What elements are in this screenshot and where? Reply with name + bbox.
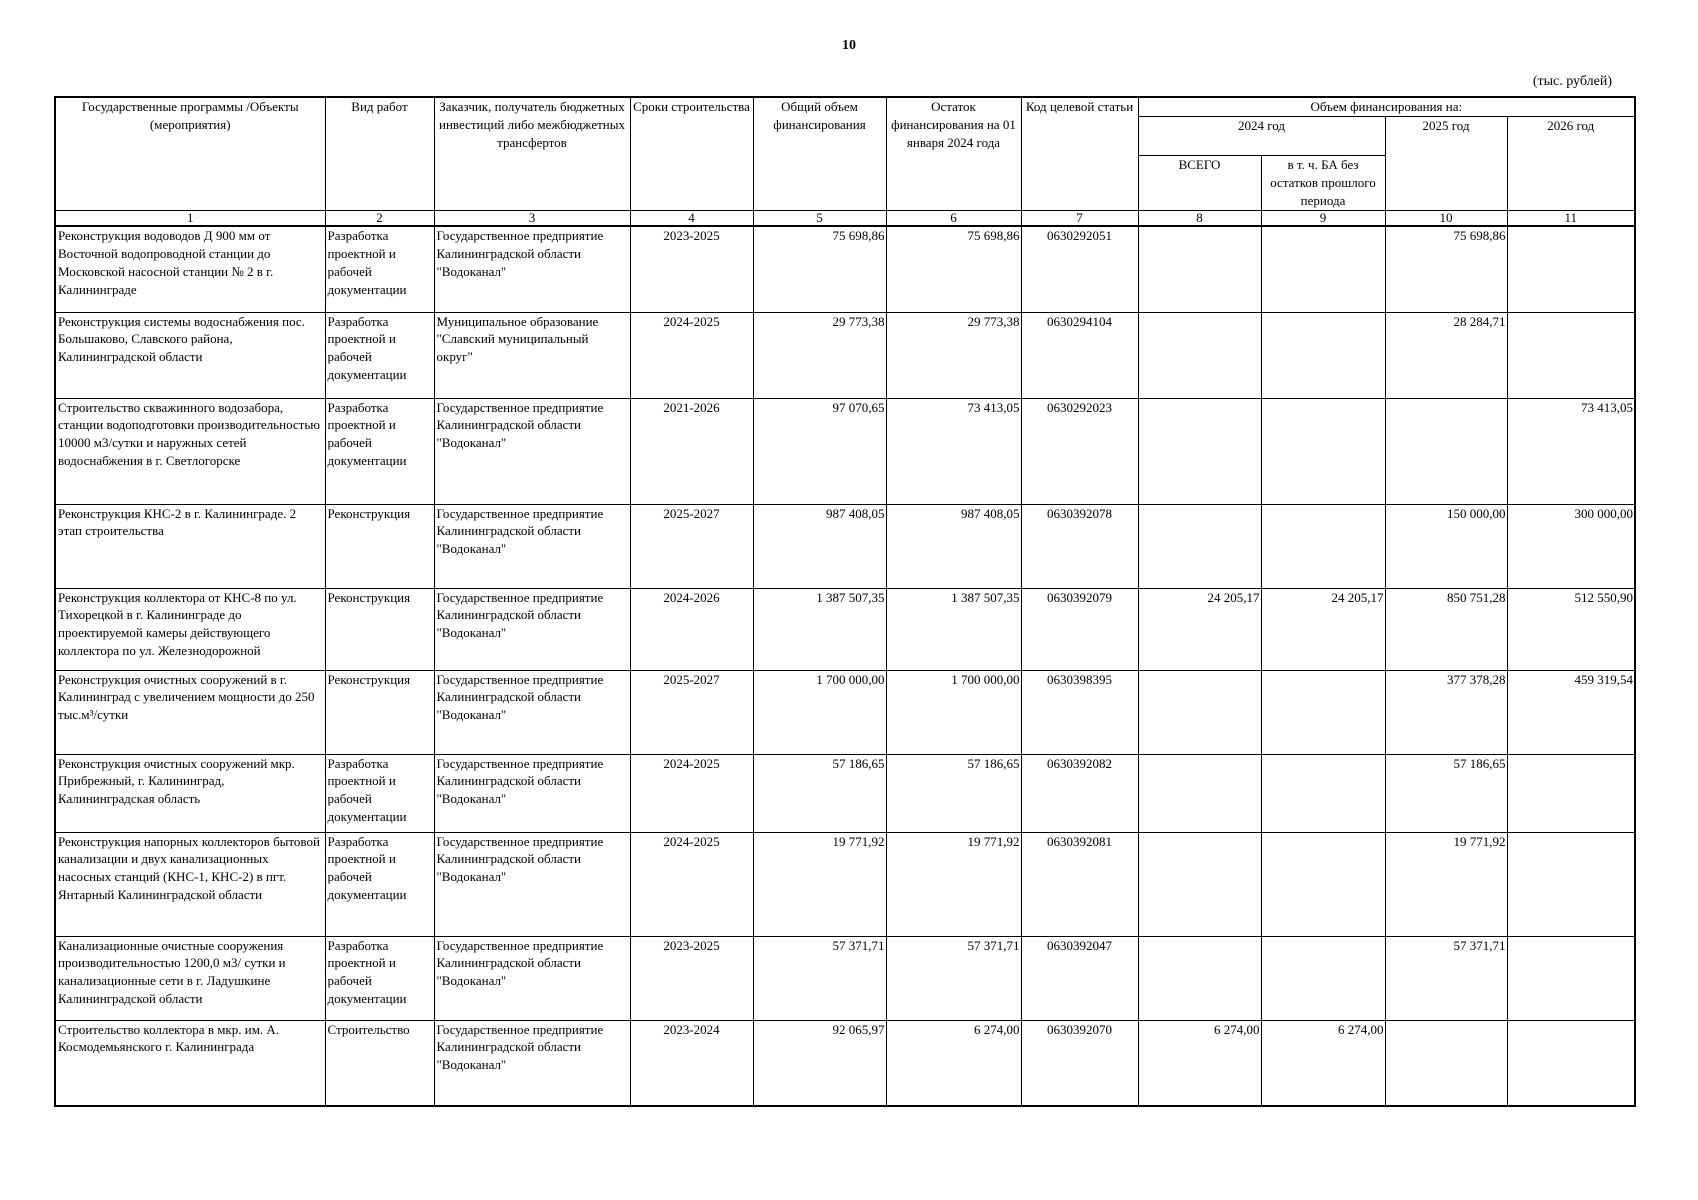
col-number: 3 — [434, 211, 630, 227]
customer: Государственное предприятие Калининградской области "Водоканал" — [434, 670, 630, 754]
table-body — [55, 226, 1635, 1106]
customer: Государственное предприятие Калининградской области "Водоканал" — [434, 398, 630, 504]
target-code: 0630392070 — [1021, 1020, 1138, 1106]
customer: Государственное предприятие Калининградской области "Водоканал" — [434, 936, 630, 1020]
col-number: 7 — [1021, 211, 1138, 227]
financing-2024-ba — [1261, 936, 1385, 1020]
total-financing: 97 070,65 — [753, 398, 886, 504]
financing-2026: 300 000,00 — [1507, 504, 1635, 588]
header-year-2026: 2026 год — [1507, 117, 1635, 211]
object-name: Строительство коллектора в мкр. им. А. Космодемьянского г. Калининграда — [55, 1020, 325, 1106]
col-number: 8 — [1138, 211, 1261, 227]
work-type: Разработка проектной и рабочей документации — [325, 398, 434, 504]
period: 2021-2026 — [630, 398, 753, 504]
financing-2024-total — [1138, 832, 1261, 936]
header-period: Сроки строительства — [630, 97, 753, 211]
header-2024-total: ВСЕГО — [1138, 156, 1261, 211]
financing-2024-ba — [1261, 312, 1385, 398]
financing-2026 — [1507, 936, 1635, 1020]
remaining-financing: 57 371,71 — [886, 936, 1021, 1020]
remaining-financing: 57 186,65 — [886, 754, 1021, 832]
remaining-financing: 19 771,92 — [886, 832, 1021, 936]
units-label: (тыс. рублей) — [1532, 74, 1612, 89]
table-row — [55, 754, 1635, 832]
financing-2025: 377 378,28 — [1385, 670, 1507, 754]
period: 2024-2025 — [630, 832, 753, 936]
period: 2024-2025 — [630, 312, 753, 398]
period: 2025-2027 — [630, 670, 753, 754]
financing-2026: 459 319,54 — [1507, 670, 1635, 754]
work-type: Реконструкция — [325, 670, 434, 754]
table-row — [55, 226, 1635, 312]
table-row — [55, 1020, 1635, 1106]
financing-2025: 850 751,28 — [1385, 588, 1507, 670]
financing-2024-ba — [1261, 504, 1385, 588]
col-number: 11 — [1507, 211, 1635, 227]
header-customer: Заказчик, получатель бюджетных инвестиций либо межбюджетных трансфертов — [434, 97, 630, 211]
financing-2026 — [1507, 832, 1635, 936]
financing-2024-ba — [1261, 832, 1385, 936]
period: 2025-2027 — [630, 504, 753, 588]
table-row — [55, 936, 1635, 1020]
header-year-2025: 2025 год — [1385, 117, 1507, 211]
object-name: Строительство скважинного водозабора, станции водоподготовки производительностью 10000 м3/сутки и наружных сетей водоснабжения в г. Светлогорске — [55, 398, 325, 504]
financing-2024-total: 6 274,00 — [1138, 1020, 1261, 1106]
header-financing-group: Объем финансирования на: — [1138, 97, 1635, 117]
table-row — [55, 670, 1635, 754]
financing-2026 — [1507, 226, 1635, 312]
remaining-financing: 1 700 000,00 — [886, 670, 1021, 754]
customer: Государственное предприятие Калининградской области "Водоканал" — [434, 754, 630, 832]
customer: Государственное предприятие Калининградской области "Водоканал" — [434, 226, 630, 312]
object-name: Реконструкция водоводов Д 900 мм от Восточной водопроводной станции до Московской насосной станции № 2 в г. Калининграде — [55, 226, 325, 312]
work-type: Разработка проектной и рабочей документации — [325, 832, 434, 936]
table-row — [55, 832, 1635, 936]
financing-2025: 57 186,65 — [1385, 754, 1507, 832]
financing-2025: 75 698,86 — [1385, 226, 1507, 312]
target-code: 0630392081 — [1021, 832, 1138, 936]
total-financing: 92 065,97 — [753, 1020, 886, 1106]
financing-2024-ba — [1261, 754, 1385, 832]
financing-2026: 512 550,90 — [1507, 588, 1635, 670]
financing-2024-ba: 6 274,00 — [1261, 1020, 1385, 1106]
target-code: 0630392078 — [1021, 504, 1138, 588]
financing-2025 — [1385, 1020, 1507, 1106]
customer: Государственное предприятие Калининградской области "Водоканал" — [434, 504, 630, 588]
total-financing: 29 773,38 — [753, 312, 886, 398]
remaining-financing: 987 408,05 — [886, 504, 1021, 588]
financing-2026 — [1507, 754, 1635, 832]
period: 2023-2025 — [630, 936, 753, 1020]
col-number: 1 — [55, 211, 325, 227]
financing-2024-total — [1138, 312, 1261, 398]
financing-2026 — [1507, 312, 1635, 398]
customer: Муниципальное образование "Славский муниципальный округ" — [434, 312, 630, 398]
period: 2023-2024 — [630, 1020, 753, 1106]
total-financing: 1 387 507,35 — [753, 588, 886, 670]
customer: Государственное предприятие Калининградской области "Водоканал" — [434, 832, 630, 936]
target-code: 0630292051 — [1021, 226, 1138, 312]
target-code: 0630392079 — [1021, 588, 1138, 670]
header-remaining: Остаток финансирования на 01 января 2024 года — [886, 97, 1021, 211]
table-header — [55, 97, 1635, 226]
period: 2023-2025 — [630, 226, 753, 312]
financing-2025: 28 284,71 — [1385, 312, 1507, 398]
financing-2025: 150 000,00 — [1385, 504, 1507, 588]
col-number: 4 — [630, 211, 753, 227]
table-row — [55, 312, 1635, 398]
financing-2024-ba — [1261, 226, 1385, 312]
remaining-financing: 29 773,38 — [886, 312, 1021, 398]
work-type: Реконструкция — [325, 504, 434, 588]
header-code: Код целевой статьи — [1021, 97, 1138, 211]
header-2024-ba: в т. ч. БА без остатков прошлого периода — [1261, 156, 1385, 211]
financing-2024-ba — [1261, 670, 1385, 754]
header-work-type: Вид работ — [325, 97, 434, 211]
col-number: 10 — [1385, 211, 1507, 227]
financing-2024-total — [1138, 754, 1261, 832]
remaining-financing: 6 274,00 — [886, 1020, 1021, 1106]
remaining-financing: 73 413,05 — [886, 398, 1021, 504]
financing-2024-total — [1138, 398, 1261, 504]
financing-2026: 73 413,05 — [1507, 398, 1635, 504]
financing-2024-total — [1138, 936, 1261, 1020]
financing-2024-total: 24 205,17 — [1138, 588, 1261, 670]
financing-2026 — [1507, 1020, 1635, 1106]
object-name: Реконструкция КНС-2 в г. Калининграде. 2 этап строительства — [55, 504, 325, 588]
header-year-2024: 2024 год — [1138, 117, 1385, 156]
column-number-row — [55, 211, 1635, 227]
work-type: Разработка проектной и рабочей документации — [325, 936, 434, 1020]
work-type: Реконструкция — [325, 588, 434, 670]
object-name: Реконструкция очистных сооружений мкр. Прибрежный, г. Калининград, Калининградская область — [55, 754, 325, 832]
period: 2024-2025 — [630, 754, 753, 832]
work-type: Разработка проектной и рабочей документации — [325, 754, 434, 832]
total-financing: 75 698,86 — [753, 226, 886, 312]
header-objects: Государственные программы /Объекты (мероприятия) — [55, 97, 325, 211]
col-number: 6 — [886, 211, 1021, 227]
target-code: 0630392047 — [1021, 936, 1138, 1020]
total-financing: 57 371,71 — [753, 936, 886, 1020]
financing-2024-total — [1138, 670, 1261, 754]
remaining-financing: 75 698,86 — [886, 226, 1021, 312]
financing-2024-total — [1138, 504, 1261, 588]
total-financing: 1 700 000,00 — [753, 670, 886, 754]
page-number: 10 — [842, 38, 856, 53]
financing-2025 — [1385, 398, 1507, 504]
col-number: 9 — [1261, 211, 1385, 227]
header-total-financing: Общий объем финансирования — [753, 97, 886, 211]
financing-2025: 57 371,71 — [1385, 936, 1507, 1020]
target-code: 0630292023 — [1021, 398, 1138, 504]
work-type: Разработка проектной и рабочей документации — [325, 226, 434, 312]
target-code: 0630392082 — [1021, 754, 1138, 832]
total-financing: 19 771,92 — [753, 832, 886, 936]
customer: Государственное предприятие Калининградской области "Водоканал" — [434, 588, 630, 670]
financing-2025: 19 771,92 — [1385, 832, 1507, 936]
work-type: Строительство — [325, 1020, 434, 1106]
target-code: 0630294104 — [1021, 312, 1138, 398]
total-financing: 987 408,05 — [753, 504, 886, 588]
table-row — [55, 588, 1635, 670]
target-code: 0630398395 — [1021, 670, 1138, 754]
object-name: Реконструкция системы водоснабжения пос. Большаково, Славского района, Калининградской области — [55, 312, 325, 398]
work-type: Разработка проектной и рабочей документации — [325, 312, 434, 398]
period: 2024-2026 — [630, 588, 753, 670]
remaining-financing: 1 387 507,35 — [886, 588, 1021, 670]
financing-2024-total — [1138, 226, 1261, 312]
financing-2024-ba — [1261, 398, 1385, 504]
object-name: Реконструкция очистных сооружений в г. Калининград с увеличением мощности до 250 тыс.м³/сутки — [55, 670, 325, 754]
customer: Государственное предприятие Калининградской области "Водоканал" — [434, 1020, 630, 1106]
object-name: Реконструкция коллектора от КНС-8 по ул. Тихорецкой в г. Калининграде до проектируемой камеры действующего коллектора по ул. Железнодорожной — [55, 588, 325, 670]
financing-2024-ba: 24 205,17 — [1261, 588, 1385, 670]
object-name: Реконструкция напорных коллекторов бытовой канализации и двух канализационных насосных станций (КНС-1, КНС-2) в пгт. Янтарный Калининградской области — [55, 832, 325, 936]
table-row — [55, 504, 1635, 588]
financing-table — [54, 96, 1636, 1107]
col-number: 2 — [325, 211, 434, 227]
col-number: 5 — [753, 211, 886, 227]
table-row — [55, 398, 1635, 504]
total-financing: 57 186,65 — [753, 754, 886, 832]
object-name: Канализационные очистные сооружения производительностью 1200,0 м3/ сутки и канализационные сети в г. Ладушкине Калининградской области — [55, 936, 325, 1020]
